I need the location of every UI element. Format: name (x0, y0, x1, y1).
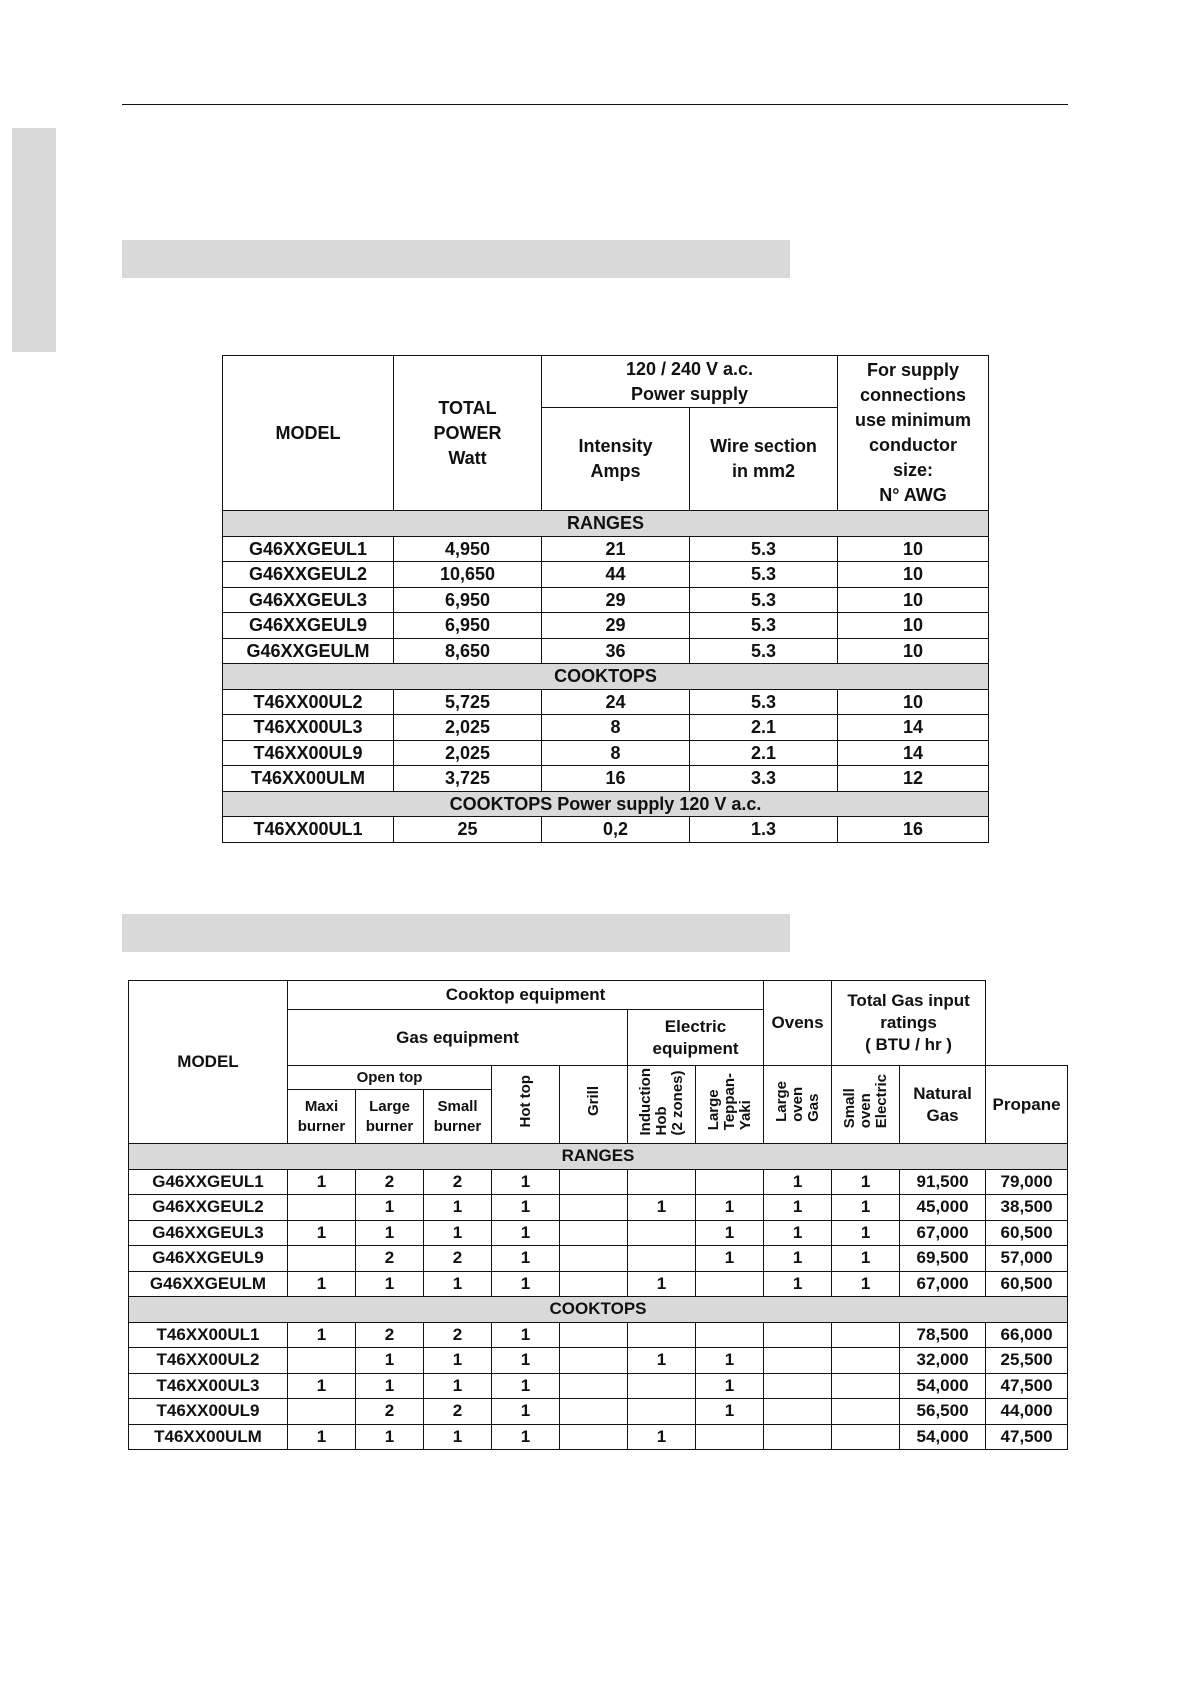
side-tab-marker (12, 128, 56, 352)
value-cell (560, 1348, 628, 1374)
value-cell: 1 (424, 1195, 492, 1221)
value-cell (288, 1348, 356, 1374)
header-cooktop-equipment: Cooktop equipment (288, 981, 764, 1010)
header-small-oven-electric: Small oven Electric (832, 1066, 900, 1144)
header-wire-section: Wire section in mm2 (690, 408, 838, 511)
value-cell: 1 (288, 1322, 356, 1348)
value-cell: 14 (838, 715, 989, 741)
value-cell (832, 1348, 900, 1374)
value-cell (764, 1373, 832, 1399)
value-cell (832, 1399, 900, 1425)
value-cell: 1 (764, 1169, 832, 1195)
value-cell (628, 1246, 696, 1272)
table-row (129, 1373, 1068, 1399)
value-cell: 5.3 (690, 689, 838, 715)
table-row (223, 689, 989, 715)
model-cell: T46XX00UL2 (129, 1348, 288, 1374)
model-cell: G46XXGEULM (223, 638, 394, 664)
section-header-row (129, 1297, 1068, 1323)
value-cell (560, 1322, 628, 1348)
model-cell: T46XX00UL9 (223, 740, 394, 766)
value-cell: 79,000 (986, 1169, 1068, 1195)
value-cell: 1 (832, 1246, 900, 1272)
value-cell: 1 (288, 1169, 356, 1195)
header-hot-top: Hot top (492, 1066, 560, 1144)
value-cell: 47,500 (986, 1373, 1068, 1399)
value-cell: 78,500 (900, 1322, 986, 1348)
value-cell: 1 (492, 1424, 560, 1450)
value-cell: 38,500 (986, 1195, 1068, 1221)
value-cell: 8,650 (394, 638, 542, 664)
value-cell: 10 (838, 536, 989, 562)
value-cell: 1 (696, 1373, 764, 1399)
value-cell: 56,500 (900, 1399, 986, 1425)
value-cell: 1 (356, 1373, 424, 1399)
model-cell: G46XXGEUL1 (129, 1169, 288, 1195)
value-cell: 10 (838, 562, 989, 588)
value-cell: 3.3 (690, 766, 838, 792)
model-cell: G46XXGEUL2 (223, 562, 394, 588)
value-cell: 66,000 (986, 1322, 1068, 1348)
value-cell: 2 (356, 1169, 424, 1195)
model-cell: T46XX00UL3 (223, 715, 394, 741)
value-cell: 16 (838, 817, 989, 843)
value-cell: 1 (492, 1373, 560, 1399)
table-row (223, 817, 989, 843)
value-cell: 1 (356, 1424, 424, 1450)
header-large-burner: Large burner (356, 1090, 424, 1144)
table-row (223, 740, 989, 766)
value-cell: 67,000 (900, 1271, 986, 1297)
header-open-top: Open top (288, 1066, 492, 1090)
header-maxi-burner: Maxi burner (288, 1090, 356, 1144)
value-cell (832, 1373, 900, 1399)
value-cell (832, 1424, 900, 1450)
value-cell: 60,500 (986, 1271, 1068, 1297)
value-cell: 6,950 (394, 587, 542, 613)
value-cell: 2,025 (394, 740, 542, 766)
gas-equipment-body (129, 1144, 1068, 1450)
value-cell (696, 1169, 764, 1195)
model-cell: G46XXGEUL1 (223, 536, 394, 562)
value-cell: 1 (424, 1424, 492, 1450)
header-natural-gas: Natural Gas (900, 1066, 986, 1144)
value-cell: 0,2 (542, 817, 690, 843)
value-cell: 29 (542, 587, 690, 613)
value-cell: 5,725 (394, 689, 542, 715)
value-cell: 1 (696, 1399, 764, 1425)
value-cell: 10,650 (394, 562, 542, 588)
value-cell (288, 1246, 356, 1272)
top-divider (122, 104, 1068, 105)
header-model: MODEL (223, 356, 394, 511)
header-total-power: TOTAL POWER Watt (394, 356, 542, 511)
value-cell: 10 (838, 613, 989, 639)
table-row (223, 613, 989, 639)
value-cell (832, 1322, 900, 1348)
value-cell: 2 (424, 1322, 492, 1348)
section-header-row (223, 791, 989, 817)
value-cell: 1 (356, 1220, 424, 1246)
value-cell: 1 (764, 1246, 832, 1272)
section-title: COOKTOPS (223, 664, 989, 690)
section-header-row (129, 1144, 1068, 1170)
value-cell (560, 1399, 628, 1425)
value-cell (696, 1424, 764, 1450)
value-cell (560, 1220, 628, 1246)
value-cell: 1 (492, 1220, 560, 1246)
value-cell: 1 (696, 1246, 764, 1272)
value-cell: 1 (628, 1424, 696, 1450)
model-cell: G46XXGEUL9 (223, 613, 394, 639)
value-cell: 54,000 (900, 1424, 986, 1450)
value-cell: 1 (696, 1348, 764, 1374)
header-intensity: Intensity Amps (542, 408, 690, 511)
table-row (129, 1169, 1068, 1195)
value-cell: 1 (764, 1220, 832, 1246)
value-cell: 1 (492, 1399, 560, 1425)
value-cell: 60,500 (986, 1220, 1068, 1246)
value-cell: 3,725 (394, 766, 542, 792)
model-cell: T46XX00ULM (129, 1424, 288, 1450)
value-cell: 2 (424, 1246, 492, 1272)
header-awg: For supply connections use minimum conductor size: N° AWG (838, 356, 989, 511)
table-row (129, 1399, 1068, 1425)
section-title: RANGES (129, 1144, 1068, 1170)
model-cell: G46XXGEUL3 (129, 1220, 288, 1246)
value-cell: 1.3 (690, 817, 838, 843)
value-cell: 2 (424, 1399, 492, 1425)
value-cell: 1 (832, 1169, 900, 1195)
value-cell (764, 1348, 832, 1374)
model-cell: T46XX00UL1 (223, 817, 394, 843)
value-cell: 2.1 (690, 740, 838, 766)
value-cell: 1 (424, 1373, 492, 1399)
model-cell: G46XXGEUL2 (129, 1195, 288, 1221)
value-cell: 1 (288, 1220, 356, 1246)
table-row (223, 715, 989, 741)
section-header-row (223, 511, 989, 537)
value-cell: 1 (356, 1195, 424, 1221)
value-cell: 44,000 (986, 1399, 1068, 1425)
value-cell: 14 (838, 740, 989, 766)
header-propane: Propane (986, 1066, 1068, 1144)
value-cell (560, 1424, 628, 1450)
value-cell: 1 (764, 1195, 832, 1221)
header-power-supply: 120 / 240 V a.c. Power supply (542, 356, 838, 408)
header-model: MODEL (129, 981, 288, 1144)
value-cell (560, 1271, 628, 1297)
electrical-ratings-table (222, 355, 989, 843)
section-title: COOKTOPS Power supply 120 V a.c. (223, 791, 989, 817)
table-row (129, 1246, 1068, 1272)
value-cell: 6,950 (394, 613, 542, 639)
value-cell: 29 (542, 613, 690, 639)
header-gas-equipment: Gas equipment (288, 1010, 628, 1066)
value-cell: 1 (492, 1322, 560, 1348)
value-cell: 1 (492, 1271, 560, 1297)
value-cell: 10 (838, 638, 989, 664)
value-cell: 8 (542, 715, 690, 741)
value-cell: 1 (356, 1271, 424, 1297)
value-cell: 1 (492, 1348, 560, 1374)
value-cell: 32,000 (900, 1348, 986, 1374)
value-cell: 69,500 (900, 1246, 986, 1272)
value-cell: 2 (356, 1399, 424, 1425)
table-row (129, 1220, 1068, 1246)
value-cell (696, 1271, 764, 1297)
value-cell (560, 1373, 628, 1399)
value-cell: 10 (838, 689, 989, 715)
value-cell (628, 1220, 696, 1246)
section-title: RANGES (223, 511, 989, 537)
value-cell: 8 (542, 740, 690, 766)
value-cell: 2 (424, 1169, 492, 1195)
model-cell: G46XXGEUL9 (129, 1246, 288, 1272)
model-cell: T46XX00UL2 (223, 689, 394, 715)
header-ovens: Ovens (764, 981, 832, 1066)
section-header-row (223, 664, 989, 690)
table-row (223, 536, 989, 562)
value-cell: 2.1 (690, 715, 838, 741)
table-row (129, 1424, 1068, 1450)
value-cell: 5.3 (690, 587, 838, 613)
model-cell: T46XX00ULM (223, 766, 394, 792)
value-cell: 2 (356, 1246, 424, 1272)
value-cell (560, 1169, 628, 1195)
value-cell: 2,025 (394, 715, 542, 741)
value-cell: 57,000 (986, 1246, 1068, 1272)
header-small-burner: Small burner (424, 1090, 492, 1144)
value-cell: 1 (696, 1195, 764, 1221)
value-cell: 44 (542, 562, 690, 588)
value-cell: 1 (424, 1220, 492, 1246)
value-cell: 1 (424, 1271, 492, 1297)
value-cell: 5.3 (690, 613, 838, 639)
model-cell: T46XX00UL3 (129, 1373, 288, 1399)
value-cell: 1 (492, 1195, 560, 1221)
value-cell: 16 (542, 766, 690, 792)
value-cell: 54,000 (900, 1373, 986, 1399)
value-cell: 1 (832, 1195, 900, 1221)
value-cell: 1 (288, 1271, 356, 1297)
value-cell: 12 (838, 766, 989, 792)
header-large-teppan-yaki: Large Teppan- Yaki (696, 1066, 764, 1144)
value-cell (628, 1373, 696, 1399)
value-cell (560, 1246, 628, 1272)
value-cell: 36 (542, 638, 690, 664)
value-cell: 1 (492, 1246, 560, 1272)
value-cell: 2 (356, 1322, 424, 1348)
gas-equipment-table (128, 980, 1068, 1450)
value-cell: 67,000 (900, 1220, 986, 1246)
value-cell (628, 1322, 696, 1348)
table-row (129, 1271, 1068, 1297)
value-cell: 1 (764, 1271, 832, 1297)
value-cell: 1 (288, 1373, 356, 1399)
model-cell: T46XX00UL9 (129, 1399, 288, 1425)
header-electric-equipment: Electric equipment (628, 1010, 764, 1066)
header-large-oven-gas: Large oven Gas (764, 1066, 832, 1144)
model-cell: G46XXGEUL3 (223, 587, 394, 613)
value-cell: 10 (838, 587, 989, 613)
model-cell: G46XXGEULM (129, 1271, 288, 1297)
model-cell: T46XX00UL1 (129, 1322, 288, 1348)
value-cell: 91,500 (900, 1169, 986, 1195)
table-row (223, 562, 989, 588)
table-row (129, 1322, 1068, 1348)
value-cell: 5.3 (690, 562, 838, 588)
value-cell (696, 1322, 764, 1348)
table-row (223, 766, 989, 792)
value-cell: 1 (628, 1195, 696, 1221)
electrical-ratings-body (223, 511, 989, 843)
section-heading-band-gas (122, 914, 790, 952)
value-cell (764, 1399, 832, 1425)
value-cell: 1 (424, 1348, 492, 1374)
value-cell: 1 (628, 1348, 696, 1374)
table-row (223, 638, 989, 664)
value-cell: 1 (832, 1271, 900, 1297)
value-cell: 24 (542, 689, 690, 715)
header-total-gas-input: Total Gas input ratings ( BTU / hr ) (832, 981, 986, 1066)
value-cell: 1 (356, 1348, 424, 1374)
table-row (129, 1195, 1068, 1221)
value-cell: 1 (696, 1220, 764, 1246)
value-cell: 5.3 (690, 536, 838, 562)
table-row (223, 587, 989, 613)
value-cell (288, 1195, 356, 1221)
value-cell (764, 1424, 832, 1450)
value-cell (764, 1322, 832, 1348)
header-induction-hob: Induction Hob (2 zones) (628, 1066, 696, 1144)
value-cell (628, 1399, 696, 1425)
value-cell: 5.3 (690, 638, 838, 664)
value-cell: 1 (832, 1220, 900, 1246)
value-cell: 47,500 (986, 1424, 1068, 1450)
value-cell: 21 (542, 536, 690, 562)
value-cell: 25 (394, 817, 542, 843)
value-cell: 4,950 (394, 536, 542, 562)
value-cell: 45,000 (900, 1195, 986, 1221)
section-title: COOKTOPS (129, 1297, 1068, 1323)
header-grill: Grill (560, 1066, 628, 1144)
table-row (129, 1348, 1068, 1374)
value-cell: 1 (492, 1169, 560, 1195)
value-cell (288, 1399, 356, 1425)
section-heading-band-electrical (122, 240, 790, 278)
value-cell: 1 (628, 1271, 696, 1297)
value-cell: 25,500 (986, 1348, 1068, 1374)
value-cell (628, 1169, 696, 1195)
value-cell: 1 (288, 1424, 356, 1450)
value-cell (560, 1195, 628, 1221)
